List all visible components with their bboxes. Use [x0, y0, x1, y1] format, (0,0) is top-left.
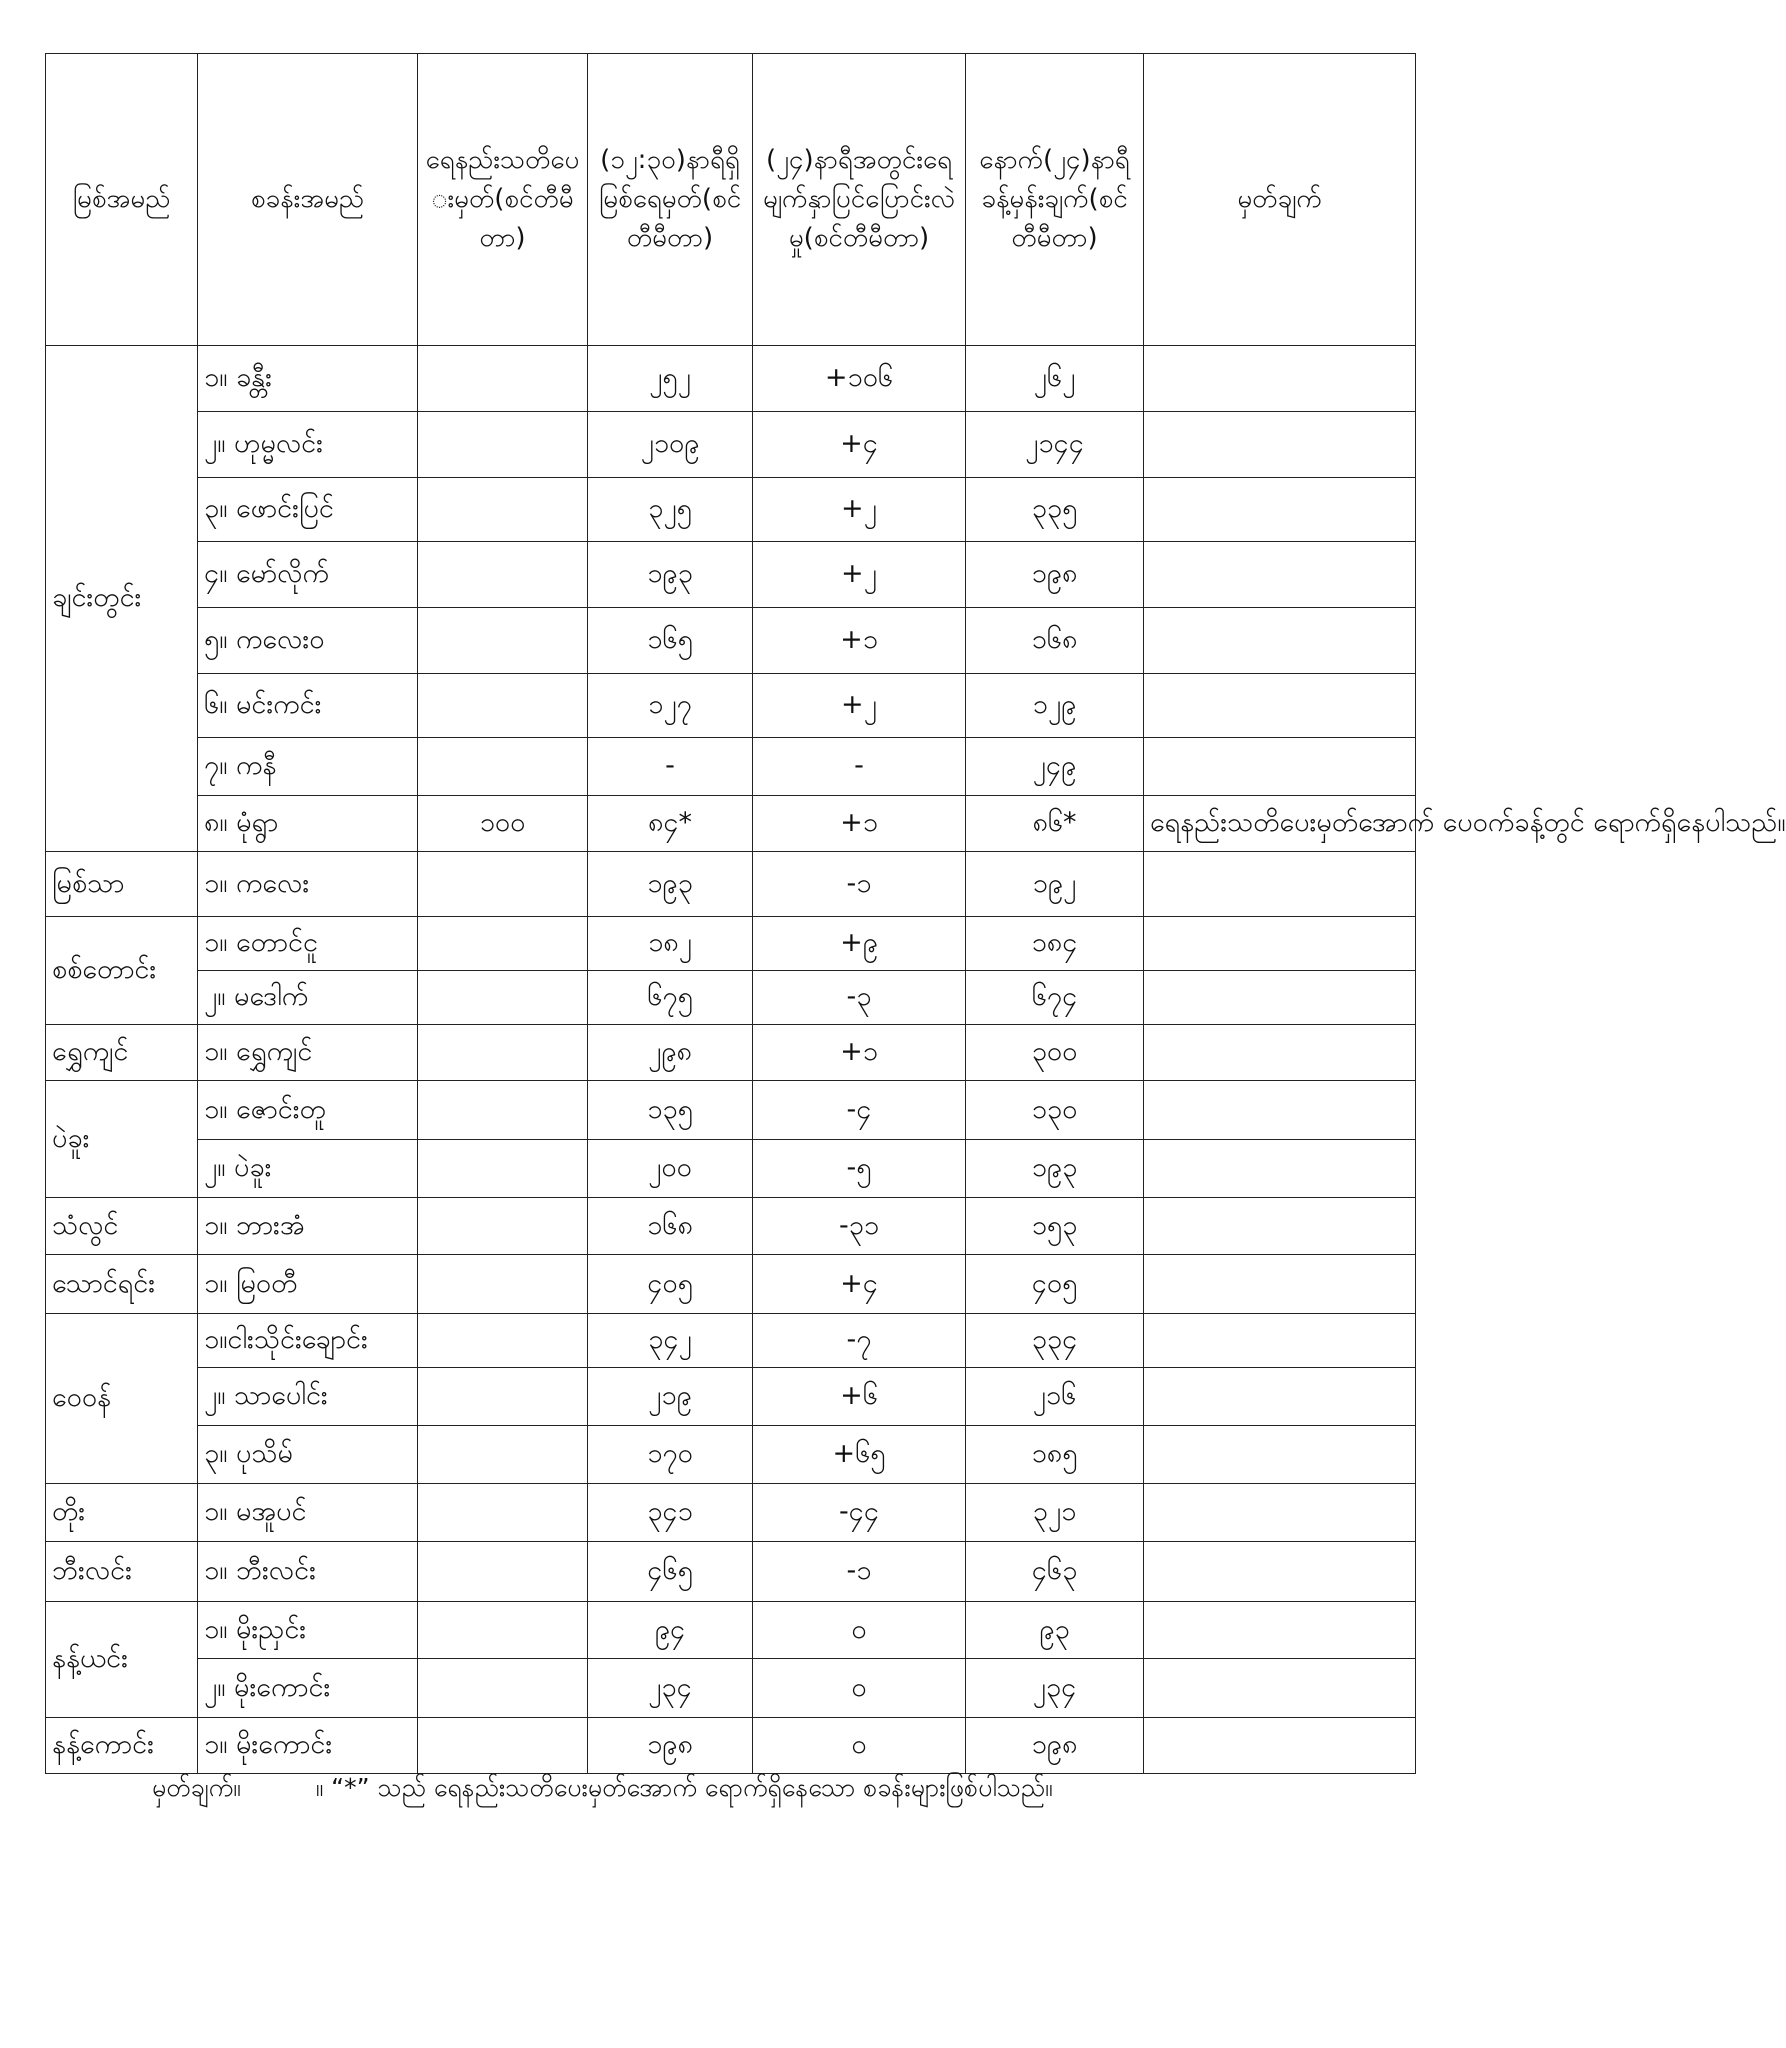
table-row: [46, 1426, 1416, 1484]
water-level-cell: ၂၁၉: [588, 1368, 753, 1426]
level-change-cell: +၄: [753, 412, 966, 478]
remark-cell: [1144, 738, 1416, 796]
forecast-cell: ၁၈၄: [966, 917, 1144, 971]
warning-level-cell: [418, 1602, 588, 1659]
table-row: [46, 1081, 1416, 1140]
station-name-cell: ၁။ ခန္တီး: [198, 346, 418, 412]
table-row: [46, 478, 1416, 542]
table-row: [46, 1542, 1416, 1602]
remark-cell: [1144, 1140, 1416, 1198]
river-name-cell: ဘီးလင်း: [46, 1542, 198, 1602]
forecast-cell: ၃၂၁: [966, 1484, 1144, 1542]
river-name-cell: မြစ်သာ: [46, 852, 198, 917]
warning-level-cell: [418, 1426, 588, 1484]
table-row: [46, 1025, 1416, 1081]
water-level-cell: ၁၉၃: [588, 542, 753, 608]
station-name-cell: ၁။ ဘီးလင်း: [198, 1542, 418, 1602]
level-change-cell: ၀: [753, 1602, 966, 1659]
remark-cell: [1144, 542, 1416, 608]
level-change-cell: +၆: [753, 1368, 966, 1426]
table-row: [46, 542, 1416, 608]
warning-level-cell: [418, 917, 588, 971]
remark-cell: [1144, 1484, 1416, 1542]
warning-level-cell: [418, 1314, 588, 1368]
water-level-cell: ၁၈၂: [588, 917, 753, 971]
forecast-cell: ၃၃၄: [966, 1314, 1144, 1368]
level-change-cell: +၁: [753, 608, 966, 674]
station-name-cell: ၂။ မိုးကောင်း: [198, 1659, 418, 1718]
water-level-cell: ၂၅၂: [588, 346, 753, 412]
station-name-cell: ၂။ ဟုမ္မလင်း: [198, 412, 418, 478]
water-level-cell: ၄၆၅: [588, 1542, 753, 1602]
remark-cell: [1144, 852, 1416, 917]
level-change-cell: -၅: [753, 1140, 966, 1198]
level-change-cell: -၁: [753, 1542, 966, 1602]
level-change-cell: -၃၁: [753, 1198, 966, 1255]
remark-cell: ရေနည်းသတိပေးမှတ်အောက် ပေ၀က်ခန့်တွင် ရောက်ရှိနေပါသည်။: [1144, 796, 1416, 852]
level-change-cell: +၂: [753, 478, 966, 542]
warning-level-cell: ၁၀၀: [418, 796, 588, 852]
station-name-cell: ၁။ မအူပင်: [198, 1484, 418, 1542]
forecast-cell: ၉၃: [966, 1602, 1144, 1659]
table-row: [46, 1718, 1416, 1774]
water-level-table: [45, 53, 1786, 1774]
river-name-cell: ဝေ၀န်: [46, 1314, 198, 1484]
water-level-cell: ၁၇၀: [588, 1426, 753, 1484]
forecast-cell: ၁၆၈: [966, 608, 1144, 674]
warning-level-cell: [418, 608, 588, 674]
warning-level-cell: [418, 674, 588, 738]
level-change-cell: +၂: [753, 542, 966, 608]
station-name-cell: ၁။ မိုးညှင်း: [198, 1602, 418, 1659]
water-level-cell: ၃၄၁: [588, 1484, 753, 1542]
forecast-cell: ၆၇၄: [966, 971, 1144, 1025]
station-name-cell: ၁။ငါးသိုင်းချောင်း: [198, 1314, 418, 1368]
header-forecast-24h: နောက်(၂၄)နာရီခန့်မှန်းချက်(စင်တီမီတာ): [966, 54, 1144, 346]
station-name-cell: ၈။ မုံရွာ: [198, 796, 418, 852]
level-change-cell: +၄: [753, 1255, 966, 1314]
river-name-cell: ပဲခူး: [46, 1081, 198, 1198]
remark-cell: [1144, 1718, 1416, 1774]
table-row: [46, 346, 1416, 412]
remark-cell: [1144, 971, 1416, 1025]
level-change-cell: ၀: [753, 1718, 966, 1774]
forecast-cell: ၁၃၀: [966, 1081, 1144, 1140]
station-name-cell: ၁။ မြဝတီ: [198, 1255, 418, 1314]
table-row: [46, 674, 1416, 738]
remark-cell: [1144, 346, 1416, 412]
remark-cell: [1144, 1426, 1416, 1484]
water-level-cell: -: [588, 738, 753, 796]
warning-level-cell: [418, 346, 588, 412]
water-level-cell: ၆၇၅: [588, 971, 753, 1025]
warning-level-cell: [418, 1542, 588, 1602]
table-row: [46, 1140, 1416, 1198]
remark-cell: [1144, 1081, 1416, 1140]
level-change-cell: +၉: [753, 917, 966, 971]
forecast-cell: ၂၁၄၄: [966, 412, 1144, 478]
remark-cell: [1144, 1368, 1416, 1426]
forecast-cell: ၂၄၉: [966, 738, 1144, 796]
warning-level-cell: [418, 1718, 588, 1774]
station-name-cell: ၄။ မော်လိုက်: [198, 542, 418, 608]
remark-cell: [1144, 1198, 1416, 1255]
header-remark: မှတ်ချက်: [1144, 54, 1416, 346]
water-level-cell: ၉၄: [588, 1602, 753, 1659]
forecast-cell: ၄၀၅: [966, 1255, 1144, 1314]
remark-cell: [1144, 1659, 1416, 1718]
station-name-cell: ၆။ မင်းကင်း: [198, 674, 418, 738]
remark-cell: [1144, 1602, 1416, 1659]
level-change-cell: -: [753, 738, 966, 796]
warning-level-cell: [418, 1659, 588, 1718]
footnote-text: ။ “*” သည် ရေနည်းသတိပေးမှတ်အောက် ရောက်ရှိနေသော စခန်းများဖြစ်ပါသည်။: [315, 1773, 1053, 1802]
warning-level-cell: [418, 1484, 588, 1542]
level-change-cell: -၁: [753, 852, 966, 917]
forecast-cell: ၈၆*: [966, 796, 1144, 852]
forecast-cell: ၃၃၅: [966, 478, 1144, 542]
level-change-cell: -၄: [753, 1081, 966, 1140]
warning-level-cell: [418, 852, 588, 917]
warning-level-cell: [418, 478, 588, 542]
forecast-cell: ၁၉၈: [966, 1718, 1144, 1774]
level-change-cell: ၀: [753, 1659, 966, 1718]
warning-level-cell: [418, 1025, 588, 1081]
level-change-cell: -၃: [753, 971, 966, 1025]
station-name-cell: ၂။ မဒေါက်: [198, 971, 418, 1025]
level-change-cell: +၁: [753, 1025, 966, 1081]
water-level-cell: ၄၀၅: [588, 1255, 753, 1314]
level-change-cell: +၁၀၆: [753, 346, 966, 412]
river-name-cell: ရွှေကျင်: [46, 1025, 198, 1081]
forecast-cell: ၂၁၆: [966, 1368, 1144, 1426]
table-row: [46, 738, 1416, 796]
forecast-cell: ၁၂၉: [966, 674, 1144, 738]
station-name-cell: ၁။ ဇောင်းတူ: [198, 1081, 418, 1140]
table-row: [46, 1255, 1416, 1314]
level-change-cell: +၂: [753, 674, 966, 738]
remark-cell: [1144, 1025, 1416, 1081]
table-row: [46, 971, 1416, 1025]
level-change-cell: +၆၅: [753, 1426, 966, 1484]
forecast-cell: ၁၉၈: [966, 542, 1144, 608]
water-level-cell: ၈၄*: [588, 796, 753, 852]
water-level-cell: ၁၆၈: [588, 1198, 753, 1255]
station-name-cell: ၁။ ဘားအံ: [198, 1198, 418, 1255]
table-row: [46, 412, 1416, 478]
water-level-cell: ၁၉၃: [588, 852, 753, 917]
table-row: [46, 1602, 1416, 1659]
warning-level-cell: [418, 1255, 588, 1314]
water-level-cell: ၂၁၀၉: [588, 412, 753, 478]
warning-level-cell: [418, 1140, 588, 1198]
station-name-cell: ၁။ တောင်ငူ: [198, 917, 418, 971]
table-row: [46, 1484, 1416, 1542]
forecast-cell: ၂၆၂: [966, 346, 1144, 412]
remark-cell: [1144, 478, 1416, 542]
forecast-cell: ၁၉၂: [966, 852, 1144, 917]
table-row: [46, 852, 1416, 917]
table-row: [46, 608, 1416, 674]
water-level-cell: ၁၉၈: [588, 1718, 753, 1774]
station-name-cell: ၃။ ပုသိမ်: [198, 1426, 418, 1484]
warning-level-cell: [418, 412, 588, 478]
header-row: [46, 54, 1416, 346]
river-name-cell: စစ်တောင်း: [46, 917, 198, 1025]
remark-cell: [1144, 412, 1416, 478]
header-change-24h: (၂၄)နာရီအတွင်းရေမျက်နှာပြင်ပြောင်းလဲမှု(စင်တီမီတာ): [753, 54, 966, 346]
remark-cell: [1144, 917, 1416, 971]
station-name-cell: ၃။ ဖောင်းပြင်: [198, 478, 418, 542]
remark-cell: [1144, 1542, 1416, 1602]
station-name-cell: ၁။ ရွှေကျင်: [198, 1025, 418, 1081]
forecast-cell: ၂၃၄: [966, 1659, 1144, 1718]
level-change-cell: -၇: [753, 1314, 966, 1368]
remark-cell: [1144, 674, 1416, 738]
station-name-cell: ၁။ မိုးကောင်း: [198, 1718, 418, 1774]
station-name-cell: ၁။ ကလေး: [198, 852, 418, 917]
table-row: [46, 1659, 1416, 1718]
water-level-cell: ၁၂၇: [588, 674, 753, 738]
header-river: မြစ်အမည်: [46, 54, 198, 346]
warning-level-cell: [418, 1368, 588, 1426]
footnote-label: မှတ်ချက်။: [152, 1773, 241, 1802]
water-level-cell: ၃၂၅: [588, 478, 753, 542]
water-level-cell: ၃၄၂: [588, 1314, 753, 1368]
remark-cell: [1144, 1255, 1416, 1314]
warning-level-cell: [418, 971, 588, 1025]
table-body: [46, 346, 1786, 1774]
water-level-cell: ၂၃၄: [588, 1659, 753, 1718]
footnote: [152, 1772, 1053, 1809]
forecast-cell: ၄၆၃: [966, 1542, 1144, 1602]
water-level-cell: ၁၆၅: [588, 608, 753, 674]
water-level-report: [45, 53, 1786, 1774]
river-name-cell: တိုး: [46, 1484, 198, 1542]
header-station: စခန်းအမည်: [198, 54, 418, 346]
forecast-cell: ၁၈၅: [966, 1426, 1144, 1484]
warning-level-cell: [418, 1081, 588, 1140]
level-change-cell: -၄၄: [753, 1484, 966, 1542]
station-name-cell: ၂။ ပဲခူး: [198, 1140, 418, 1198]
table-row: [46, 1198, 1416, 1255]
river-name-cell: နန့်ယင်း: [46, 1602, 198, 1718]
forecast-cell: ၃၀၀: [966, 1025, 1144, 1081]
station-name-cell: ၂။ သာပေါင်း: [198, 1368, 418, 1426]
water-level-cell: ၂၀၀: [588, 1140, 753, 1198]
table-row: [46, 796, 1416, 852]
level-change-cell: +၁: [753, 796, 966, 852]
warning-level-cell: [418, 542, 588, 608]
table-row: [46, 917, 1416, 971]
table-row: [46, 1368, 1416, 1426]
header-level-now: (၁၂:၃၀)နာရီရှိမြစ်ရေမှတ်(စင်တီမီတာ): [588, 54, 753, 346]
remark-cell: [1144, 608, 1416, 674]
water-level-cell: ၁၃၅: [588, 1081, 753, 1140]
station-name-cell: ၇။ ကနီ: [198, 738, 418, 796]
river-name-cell: နန့်ကောင်း: [46, 1718, 198, 1774]
remark-cell: [1144, 1314, 1416, 1368]
warning-level-cell: [418, 1198, 588, 1255]
table-row: [46, 1314, 1416, 1368]
station-name-cell: ၅။ ကလေးဝ: [198, 608, 418, 674]
river-name-cell: သံလွင်: [46, 1198, 198, 1255]
water-level-cell: ၂၉၈: [588, 1025, 753, 1081]
header-warning-level: ရေနည်းသတိပေးမှတ်(စင်တီမီတာ): [418, 54, 588, 346]
river-name-cell: သောင်ရင်း: [46, 1255, 198, 1314]
warning-level-cell: [418, 738, 588, 796]
river-name-cell: ချင်းတွင်း: [46, 346, 198, 852]
forecast-cell: ၁၉၃: [966, 1140, 1144, 1198]
forecast-cell: ၁၅၃: [966, 1198, 1144, 1255]
